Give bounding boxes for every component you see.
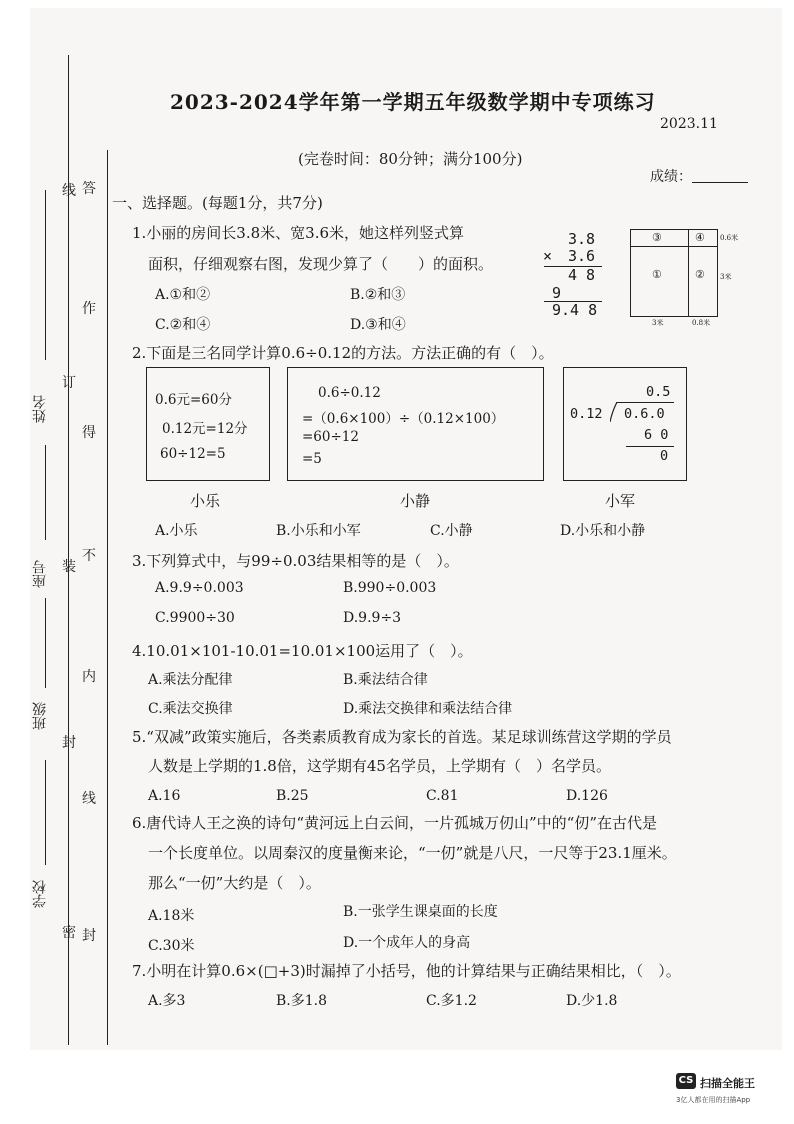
q1-side-label-1: 0.6米 [720,234,739,242]
exam-time-info: (完卷时间：80分钟；满分100分) [298,150,523,168]
q7-option-a: A.多3 [148,993,186,1009]
q5-option-b: B.25 [276,788,309,804]
q3-stem: 3.下列算式中，与99÷0.03结果相等的是（ ）。 [132,552,459,570]
q6-option-a: A.18米 [148,908,195,924]
score-blank [692,182,748,183]
binding-left-char-3: 订 [62,375,76,391]
q3-option-d: D.9.9÷3 [343,610,402,626]
q1-calc-row1: 3.8 [568,230,596,248]
name-blank [45,190,46,360]
seat-label: 座号 [32,560,48,588]
q1-stem-line1: 1.小丽的房间长3.8米、宽3.6米，她这样列竖式算 [132,224,465,242]
q5-option-d: D.126 [566,788,608,804]
q2-xiaole-line2: 0.12元=12分 [162,421,248,437]
scanner-app-slogan: 3亿人都在用的扫描App [676,1096,751,1104]
q7-stem: 7.小明在计算0.6×(□+3)时漏掉了小括号，他的计算结果与正确结果相比，（ ）。 [132,962,681,980]
q2-xiaojun-subtract-line [626,446,674,447]
binding-line-outer [68,55,69,1045]
section1-heading: 一、选择题。(每题1分，共7分) [112,194,323,212]
q1-option-a: A.①和② [155,287,211,303]
q2-xiaojing-line2: =（0.6×100）÷（0.12×100） [302,411,505,427]
binding-bottom-char-1: 密 [62,925,76,941]
q1-bottom-label-1: 3米 [652,319,664,327]
q1-calc-row4: 9 [552,284,562,302]
q6-stem-line1: 6.唐代诗人王之涣的诗句“黄河远上白云间，一片孤城万仞山”中的“仞”在古代是 [132,814,657,832]
q4-option-b: B.乘法结合律 [343,672,428,688]
q1-calc-row3: 4 8 [568,266,596,284]
q2-xiaojing-line3: =60÷12 [302,429,359,445]
q5-stem-line1: 5.“双减”政策实施后，各类素质教育成为家长的首选。某足球训练营这学期的学员 [132,728,672,746]
q2-option-b: B.小乐和小军 [276,523,361,539]
binding-bottom-char-2: 封 [82,928,96,944]
name-label: 姓名 [32,395,48,423]
q1-cell-1: ① [652,268,662,281]
q2-option-c: C.小静 [430,523,473,539]
q2-xiaojing-line1: 0.6÷0.12 [318,385,381,401]
binding-seal-char-2: 作 [82,301,96,317]
q2-xiaojun-divisor: 0.12 [570,406,603,422]
q6-stem-line2: 一个长度单位。以周秦汉的度量衡来论，“一仞”就是八尺，一尺等于23.1厘米。 [148,844,677,862]
q7-option-c: C.多1.2 [426,993,477,1009]
q1-calc-op: × [543,247,553,265]
q6-option-b: B.一张学生课桌面的长度 [343,904,498,920]
q5-option-a: A.16 [148,788,181,804]
q1-stem-line2: 面积，仔细观察右图，发现少算了（ ）的面积。 [148,255,494,273]
q2-xiaojun-bracket-top [616,402,674,403]
binding-seal-char-3: 得 [82,425,96,441]
q4-option-c: C.乘法交换律 [148,701,233,717]
binding-left-char-4: 线 [62,183,76,199]
q6-stem-line3: 那么“一仞”大约是（ ）。 [148,874,321,892]
q1-option-b: B.②和③ [350,287,406,303]
q1-cell-2: ② [695,268,705,281]
q2-xiaole-line1: 0.6元=60分 [155,392,232,408]
school-label: 学校 [32,880,48,908]
q4-stem: 4.10.01×101-10.01=10.01×100运用了（ ）。 [132,642,473,660]
q3-option-a: A.9.9÷0.003 [155,580,244,596]
binding-seal-char-6: 线 [82,791,96,807]
q1-calc-row5: 9.4 8 [552,301,598,319]
q1-cell-3: ③ [652,231,662,244]
q2-xiaole-line3: 60÷12=5 [160,446,226,462]
q7-option-b: B.多1.8 [276,993,328,1009]
q2-option-d: D.小乐和小静 [560,523,646,539]
class-blank [45,598,46,688]
q3-option-b: B.990÷0.003 [343,580,437,596]
q2-name-xiaole: 小乐 [190,492,221,510]
exam-title: 2023-2024学年第一学期五年级数学期中专项练习 [170,90,656,114]
binding-seal-char-1: 答 [82,181,96,197]
q2-stem: 2.下面是三名同学计算0.6÷0.12的方法。方法正确的有（ ）。 [132,344,554,362]
q3-option-c: C.9900÷30 [155,610,235,626]
seat-blank [45,445,46,540]
q2-xiaojun-bracket-curve [610,402,620,422]
q1-calc-row2: 3.6 [568,247,596,265]
q2-xiaojun-product: 6 0 [644,427,669,443]
school-blank [45,760,46,865]
q1-figure-divider-v [688,229,689,317]
q2-xiaojun-dividend: 0.6.0 [624,406,665,422]
binding-left-char-2: 装 [62,559,76,575]
q1-cell-4: ④ [695,231,705,244]
q5-option-c: C.81 [426,788,459,804]
binding-seal-char-4: 不 [82,548,96,564]
q4-option-a: A.乘法分配律 [148,672,233,688]
scanner-logo-icon: CS [676,1073,696,1089]
q1-bottom-label-2: 0.8米 [692,319,711,327]
q2-xiaojun-quotient: 0.5 [646,384,671,400]
class-label: 班级 [32,702,48,730]
q1-option-d: D.③和④ [350,317,406,333]
q2-xiaojing-line4: =5 [302,451,322,467]
q1-option-c: C.②和④ [155,317,211,333]
q5-stem-line2: 人数是上学期的1.8倍，这学期有45名学员，上学期有（ ）名学员。 [148,757,611,775]
q2-name-xiaojing: 小静 [400,492,431,510]
binding-seal-char-5: 内 [82,669,96,685]
q6-option-c: C.30米 [148,938,195,954]
q2-xiaojun-remainder: 0 [660,448,669,464]
score-label: 成绩： [650,169,692,185]
q6-option-d: D.一个成年人的身高 [343,935,471,951]
q1-figure-divider-h [630,246,718,247]
q4-option-d: D.乘法交换律和乘法结合律 [343,701,513,717]
q7-option-d: D.少1.8 [566,993,618,1009]
q2-name-xiaojun: 小军 [605,492,636,510]
binding-line-inner [107,150,108,1045]
q2-option-a: A.小乐 [155,523,198,539]
exam-date: 2023.11 [660,116,718,132]
q1-side-label-2: 3米 [720,273,732,281]
scanner-app-name: 扫描全能王 [700,1077,755,1090]
binding-left-char-1: 封 [62,735,76,751]
